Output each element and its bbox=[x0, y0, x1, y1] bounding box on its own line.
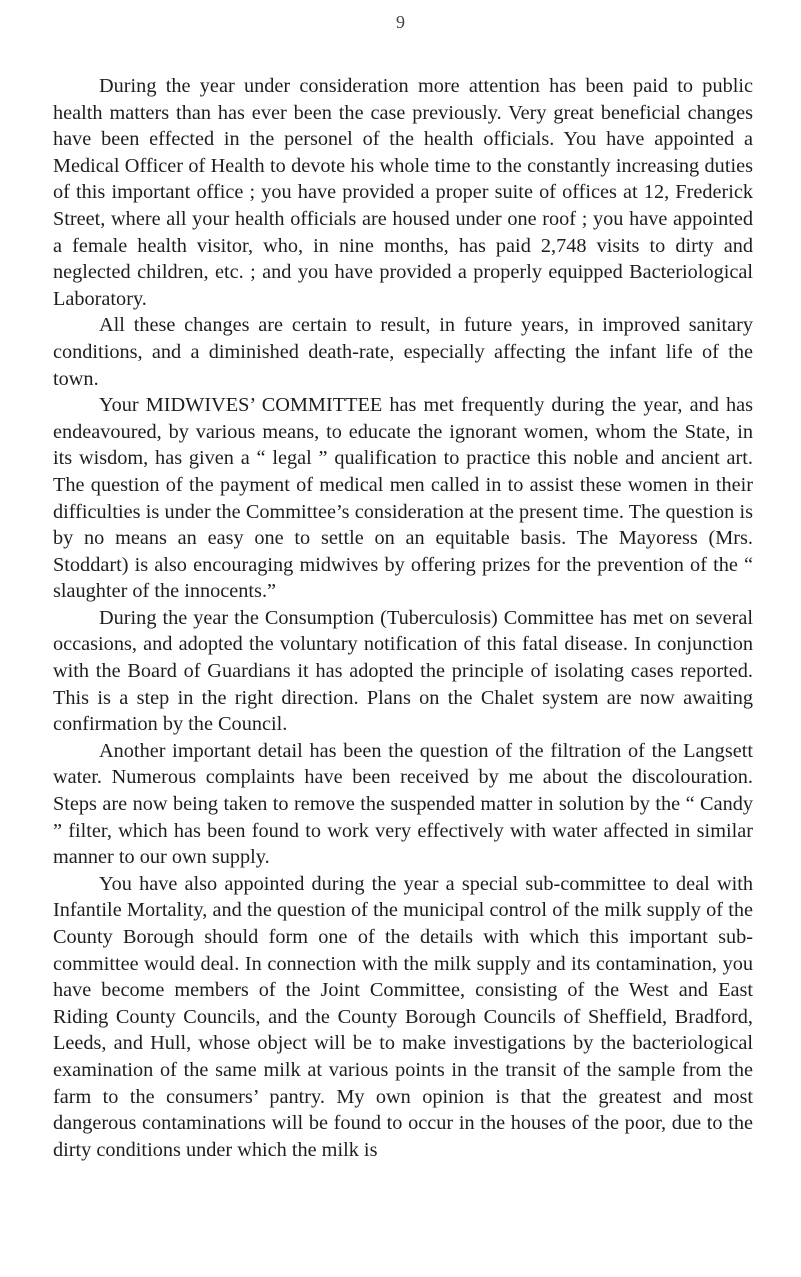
paragraph-health-officials: During the year under consideration more attention has been paid to public health matters than has ever been the case previously. Very great beneficial changes have been effected in the personel of the health officials. You have appointed a Medical Officer of Health to devote his whole time to the constantly increasing duties of this important office ; you have provided a proper suite of offices at 12, Frederick Street, where all your health officials are housed under one roof ; you have appointed a female health visitor, who, in nine months, has paid 2,748 visits to dirty and neglected children, etc. ; and you have provided a properly equipped Bacteriological Laboratory. bbox=[53, 75, 753, 310]
page-number: 9 bbox=[396, 12, 405, 32]
paragraph-consumption-committee: During the year the Consumption (Tuberculosis) Committee has met on several occasions, and adopted the voluntary notification of this fatal disease. In conjunction with the Board of Guardians it has adopted the principle of isolating cases reported. This is a step in the right direction. Plans on the Chalet system are now awaiting confirmation by the Council. bbox=[53, 606, 753, 736]
paragraph-infantile-mortality: You have also appointed during the year a special sub-committee to deal with Infantile Mortality, and the question of the municipal control of the milk supply of the County Borough should form one of the details with which this important sub-committee would deal. In connection with the milk supply and its contamination, you have become members of the Joint Committee, consisting of the West and East Riding County Councils, and the County Borough Councils of Sheffield, Bradford, Leeds, and Hull, whose object will be to make investigations by the bacteriological examination of the same milk at various points in the transit of the sample from the farm to the consumers’ pantry. My own opinion is that the greatest and most dangerous contaminations will be found to occur in the houses of the poor, due to the dirty conditions under which the milk is bbox=[53, 872, 753, 1161]
paragraph-midwives-committee: Your MIDWIVES’ COMMITTEE has met frequently during the year, and has endeavoured, by various means, to educate the ignorant women, whom the State, in its wisdom, has given a “ legal ” qualification to practice this noble and ancient art. The question of the payment of medical men called in to assist these women in their difficulties is under the Committee’s consideration at the present time. The question is by no means an easy one to settle on an equitable basis. The Mayoress (Mrs. Stoddart) is also encouraging midwives by offering prizes for the prevention of the “ slaughter of the innocents.” bbox=[53, 394, 753, 603]
body-text bbox=[53, 73, 753, 1163]
paragraph-sanitary-conditions: All these changes are certain to result, in future years, in improved sanitary conditions, and a diminished death-rate, especially affecting the infant life of the town. bbox=[53, 314, 753, 390]
paragraph-langsett-water: Another important detail has been the question of the filtration of the Langsett water. Numerous complaints have been received by me about the discolouration. Steps are now being taken to remove the suspended matter in solution by the “ Candy ” filter, which has been found to work very effectively with water affected in similar manner to our own supply. bbox=[53, 739, 753, 869]
